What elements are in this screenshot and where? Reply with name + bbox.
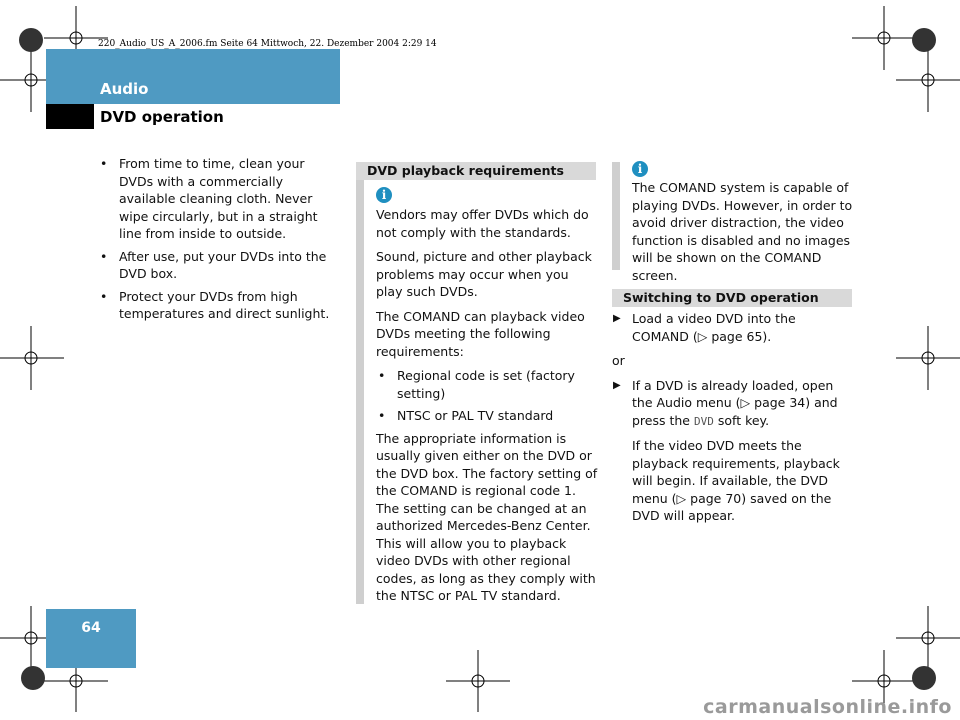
- arrow-icon: ▶: [613, 313, 621, 324]
- or-text: or: [612, 353, 625, 368]
- bullet-icon: •: [100, 288, 108, 304]
- result-paragraph: If the video DVD meets the playback requirements, playback will begin. If available, the DVD menu (▷ page 70) saved on the DVD will appear.: [632, 438, 840, 523]
- section-title: Audio: [100, 80, 149, 98]
- list-item: • From time to time, clean your DVDs with a commercially available cleaning cloth. Never wipe circularly, but in a straight line from inside to outside.: [100, 156, 318, 241]
- subsection-title: DVD operation: [100, 108, 224, 126]
- paragraph: Sound, picture and other playback problems may occur when you play such DVDs.: [376, 249, 592, 299]
- bullet-icon: •: [378, 408, 386, 423]
- instruction-step: ▶ Load a video DVD into the COMAND (▷ page 65).: [613, 311, 796, 344]
- paragraph: The COMAND can playback video DVDs meeting the following requirements:: [376, 308, 585, 359]
- header-band: [46, 49, 340, 104]
- list-item: • Protect your DVDs from high temperatures and direct sunlight.: [100, 288, 330, 321]
- file-info-line: 220_Audio_US_A_2006.fm Seite 64 Mittwoch, 22. Dezember 2004 2:29 14: [98, 39, 437, 49]
- header-black-tab: [46, 104, 94, 129]
- page-number: 64: [81, 620, 101, 636]
- paragraph: The COMAND system is capable of playing DVDs. However, in order to avoid driver distraction, the video function is disabled and no images will be shown on the COMAND screen.: [632, 180, 853, 283]
- playback-requirements-body: [376, 206, 598, 612]
- switching-body: [612, 310, 854, 532]
- info-note: [632, 179, 854, 291]
- sidebar-rule: [612, 162, 620, 270]
- playback-requirements-header: [356, 162, 596, 180]
- sidebar-rule: [356, 180, 364, 604]
- column-1: [98, 155, 340, 328]
- switching-title: Switching to DVD operation: [623, 290, 819, 305]
- requirements-list: [376, 367, 598, 425]
- bullet-icon: •: [378, 368, 386, 383]
- arrow-icon: ▶: [613, 379, 621, 391]
- page-number-box: [46, 609, 136, 668]
- instruction-step: ▶ If a DVD is already loaded, open the Audio menu (▷ page 34) and press the DVD soft key.: [613, 377, 838, 428]
- watermark: carmanualsonline.info: [703, 696, 952, 718]
- paragraph: The appropriate information is usually given either on the DVD or the DVD box. The factory setting of the COMAND is regional code 1. The setting can be changed at an authorized Mercedes-Benz Center. This will allow you to playback video DVDs with other regional codes, as long as they comply with the NTSC or PAL TV standard.: [376, 430, 598, 603]
- bullet-icon: •: [100, 156, 108, 171]
- paragraph: Vendors may offer DVDs which do not comply with the standards.: [376, 207, 589, 240]
- list-item: • NTSC or PAL TV standard: [378, 408, 554, 423]
- info-icon: i: [632, 161, 648, 177]
- playback-requirements-title: DVD playback requirements: [367, 163, 564, 178]
- care-bullet-list: [98, 155, 340, 323]
- info-icon: i: [376, 187, 392, 203]
- list-item: • Regional code is set (factory setting): [378, 368, 575, 401]
- dvd-soft-key: DVD: [694, 414, 714, 428]
- list-item: • After use, put your DVDs into the DVD box.: [100, 248, 327, 281]
- bullet-icon: •: [100, 248, 108, 264]
- switching-header: [612, 289, 852, 307]
